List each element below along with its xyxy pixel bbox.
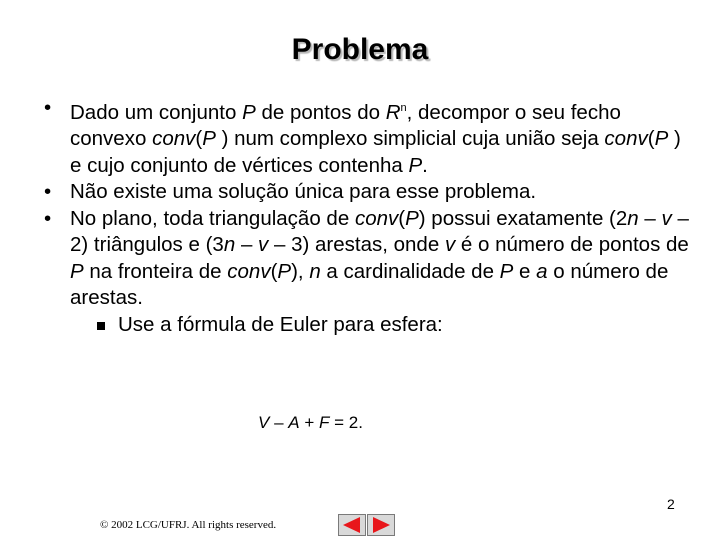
page-number: 2 [667, 496, 675, 512]
copyright-notice: © 2002 LCG/UFRJ. All rights reserved. [100, 519, 277, 531]
euler-formula: V – A + F = 2. [258, 413, 363, 432]
bullet-item: • Dado um conjunto P de pontos do $R^n$, decompor o seu fecho convexo conv(P ) num complexo simplicial cuja união seja conv(P ) e cujo conjunto de vértices contenha P. [44, 95, 694, 179]
bullet-item: • No plano, toda triangulação de conv(P) possui exatamente (2n – v – 2) triângulos e (3n – v – 3) arestas, onde v é o número de pontos de P na fronteira de conv(P), n a cardinalidade de P e a o número de arestas. [44, 206, 694, 312]
slide-title: Problema [291, 33, 429, 66]
arrow-right-icon [368, 515, 394, 535]
bullet-item: • Não existe uma solução única para esse problema. [44, 179, 694, 206]
square-bullet-icon [97, 322, 105, 330]
arrow-left-icon [339, 515, 365, 535]
bullet-list [44, 95, 694, 338]
next-slide-button[interactable] [367, 514, 395, 536]
sub-bullet-text: Use a fórmula de Euler para esfera: [118, 312, 443, 336]
previous-slide-button[interactable] [338, 514, 366, 536]
sub-bullet-item [44, 312, 694, 339]
